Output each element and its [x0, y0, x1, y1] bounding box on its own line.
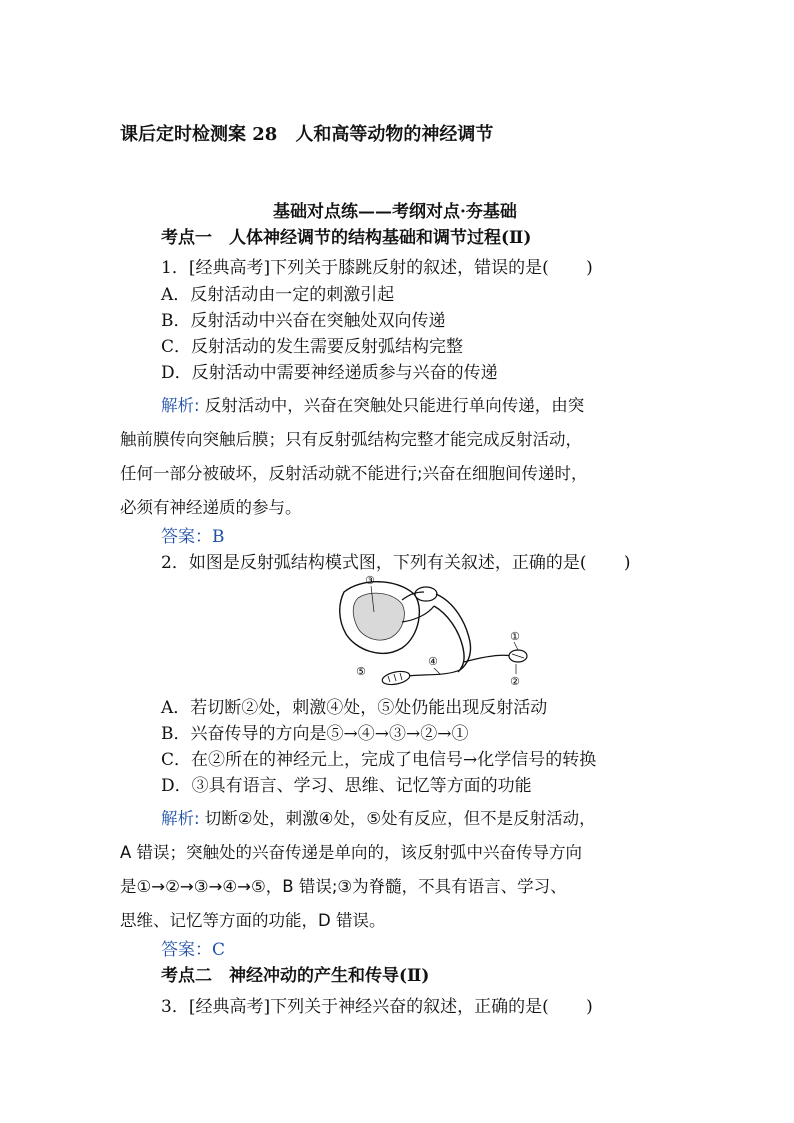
- answer-value: B: [212, 527, 225, 547]
- efferent-fiber: [408, 670, 460, 676]
- question-2-option-d: D．③具有语言、学习、思维、记忆等方面的功能: [161, 776, 532, 796]
- analysis-label: 解析:: [161, 396, 200, 415]
- question-1-option-c: C．反射活动的发生需要反射弧结构完整: [161, 337, 464, 357]
- question-1-close: ): [586, 258, 593, 278]
- answer-label: 答案：: [161, 940, 212, 960]
- question-2-close: ): [623, 553, 631, 573]
- topic-1-heading: 考点一 人体神经调节的结构基础和调节过程(Ⅱ): [161, 228, 532, 248]
- analysis-text: 切断②处，刺激④处，⑤处有反应，但不是反射活动，: [199, 809, 596, 828]
- question-1-option-b: B．反射活动中兴奋在突触处双向传递: [161, 311, 446, 331]
- question-1-stem: [161, 257, 593, 279]
- question-1-analysis-line-2: 触前膜传向突触后膜；只有反射弧结构完整才能完成反射活动，: [120, 430, 582, 449]
- question-3-close: ): [586, 997, 593, 1017]
- analysis-label: 解析:: [161, 809, 200, 828]
- effector: [381, 669, 411, 687]
- answer-label: 答案：: [161, 527, 212, 547]
- afferent-fiber: [464, 655, 512, 662]
- label-2: ②: [510, 675, 520, 688]
- question-2-option-c: C．在②所在的神经元上，完成了电信号→化学信号的转换: [161, 750, 597, 770]
- question-2-answer: [161, 939, 225, 961]
- label-5: ⑤: [356, 665, 366, 678]
- question-2-option-b: B．兴奋传导的方向是⑤→④→③→②→①: [161, 724, 469, 744]
- spinal-ganglion: [415, 587, 437, 601]
- gray-matter: [353, 593, 404, 640]
- question-1-analysis-line-4: 必须有神经递质的参与。: [120, 498, 302, 517]
- question-1-answer: [161, 526, 225, 548]
- question-2-stem: [161, 552, 630, 574]
- page-title: 课后定时检测案 28 人和高等动物的神经调节: [120, 124, 494, 145]
- question-1-analysis-line-1: [161, 395, 584, 417]
- question-1-stem-text: 1．[经典高考]下列关于膝跳反射的叙述，错误的是(: [161, 258, 549, 278]
- question-1-option-d: D．反射活动中需要神经递质参与兴奋的传递: [161, 363, 498, 383]
- question-2-analysis-line-1: [161, 808, 596, 830]
- label-4: ④: [428, 655, 438, 668]
- question-2-option-a: A．若切断②处，刺激④处，⑤处仍能出现反射活动: [161, 698, 548, 718]
- answer-value: C: [212, 940, 226, 960]
- question-2-analysis-line-2: A 错误；突触处的兴奋传递是单向的，该反射弧中兴奋传导方向: [120, 843, 583, 862]
- question-1-analysis-line-3: 任何一部分被破坏，反射活动就不能进行;兴奋在细胞间传递时，: [120, 464, 588, 483]
- question-1-option-a: A．反射活动由一定的刺激引起: [161, 285, 395, 305]
- analysis-text: 反射活动中，兴奋在突触处只能进行单向传递，由突: [199, 396, 585, 415]
- label-1: ①: [510, 630, 520, 643]
- topic-2-heading: 考点二 神经冲动的产生和传导(Ⅱ): [161, 966, 430, 986]
- reflex-arc-diagram: [336, 572, 536, 692]
- question-2-analysis-line-3: 是①→②→③→④→⑤，B 错误;③为脊髓，不具有语言、学习、: [120, 877, 567, 896]
- ventral-root: [402, 606, 434, 622]
- section-heading: 基础对点练——考纲对点·夯基础: [273, 202, 517, 222]
- question-2-stem-text: 2．如图是反射弧结构模式图，下列有关叙述，正确的是(: [161, 553, 587, 573]
- question-3-stem: [161, 996, 593, 1018]
- label-3: ③: [365, 574, 375, 587]
- question-3-stem-text: 3．[经典高考]下列关于神经兴奋的叙述，正确的是(: [161, 997, 549, 1017]
- question-2-analysis-line-4: 思维、记忆等方面的功能，D 错误。: [120, 911, 386, 930]
- nerve-trunk-upper: [436, 594, 471, 670]
